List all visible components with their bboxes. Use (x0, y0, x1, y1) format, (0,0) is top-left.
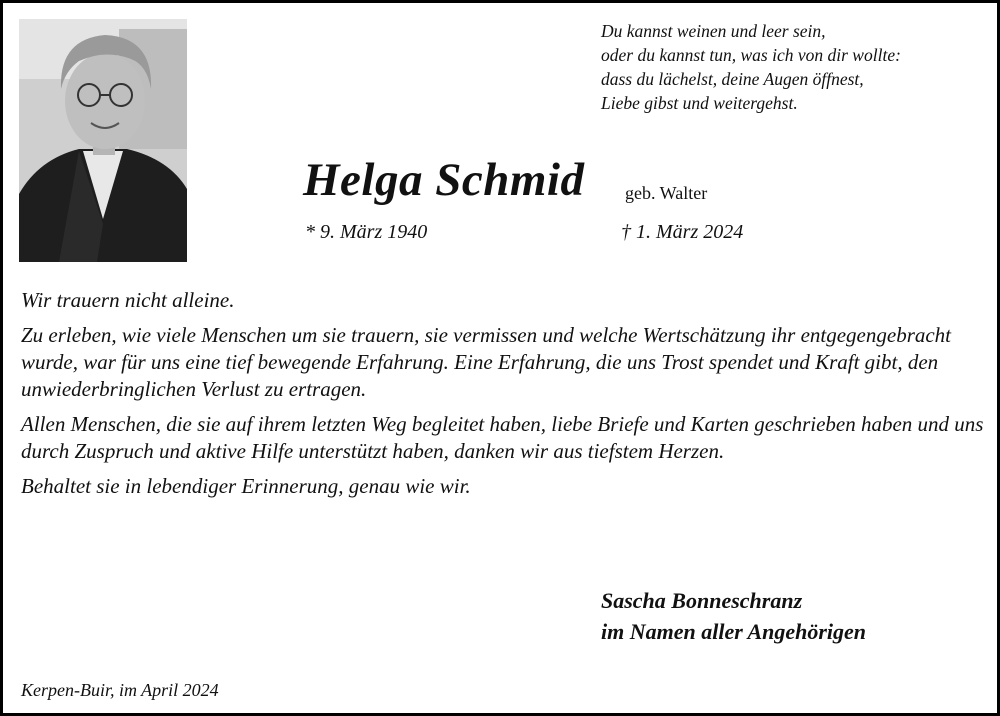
poem-line: dass du lächelst, deine Augen öffnest, (601, 69, 864, 89)
message-body (21, 287, 991, 508)
poem-line: Du kannst weinen und leer sein, (601, 21, 826, 41)
deceased-name: Helga Schmid (303, 154, 585, 206)
poem-line: oder du kannst tun, was ich von dir wollte: (601, 45, 901, 65)
poem (601, 19, 991, 115)
maiden-name: geb. Walter (625, 183, 708, 203)
place-date: Kerpen-Buir, im April 2024 (21, 680, 219, 700)
poem-line: Liebe gibst und weitergehst. (601, 93, 798, 113)
birth-date: * 9. März 1940 (305, 221, 428, 243)
death-date: † 1. März 2024 (621, 221, 744, 243)
signature-line: im Namen aller Angehörigen (601, 619, 867, 644)
signature-name: Sascha Bonneschranz (601, 588, 803, 613)
paragraph: Allen Menschen, die sie auf ihrem letzten Weg begleitet haben, liebe Briefe und Karten geschrieben haben und uns durch Zuspruch und aktive Hilfe unterstützt haben, danken wir aus tiefstem Herzen. (21, 412, 984, 463)
paragraph: Wir trauern nicht alleine. (21, 288, 235, 312)
signature-block (601, 585, 866, 647)
paragraph: Zu erleben, wie viele Menschen um sie trauern, sie vermissen und welche Wertschätzung ihr entgegengebracht wurde, war für uns eine tief bewegende Erfahrung. Eine Erfahrung, die uns Trost spendet und Kraft gibt, den unwiederbringlichen Verlust zu ertragen. (21, 323, 952, 401)
paragraph: Behaltet sie in lebendiger Erinnerung, genau wie wir. (21, 474, 471, 498)
portrait-photo (19, 19, 187, 262)
